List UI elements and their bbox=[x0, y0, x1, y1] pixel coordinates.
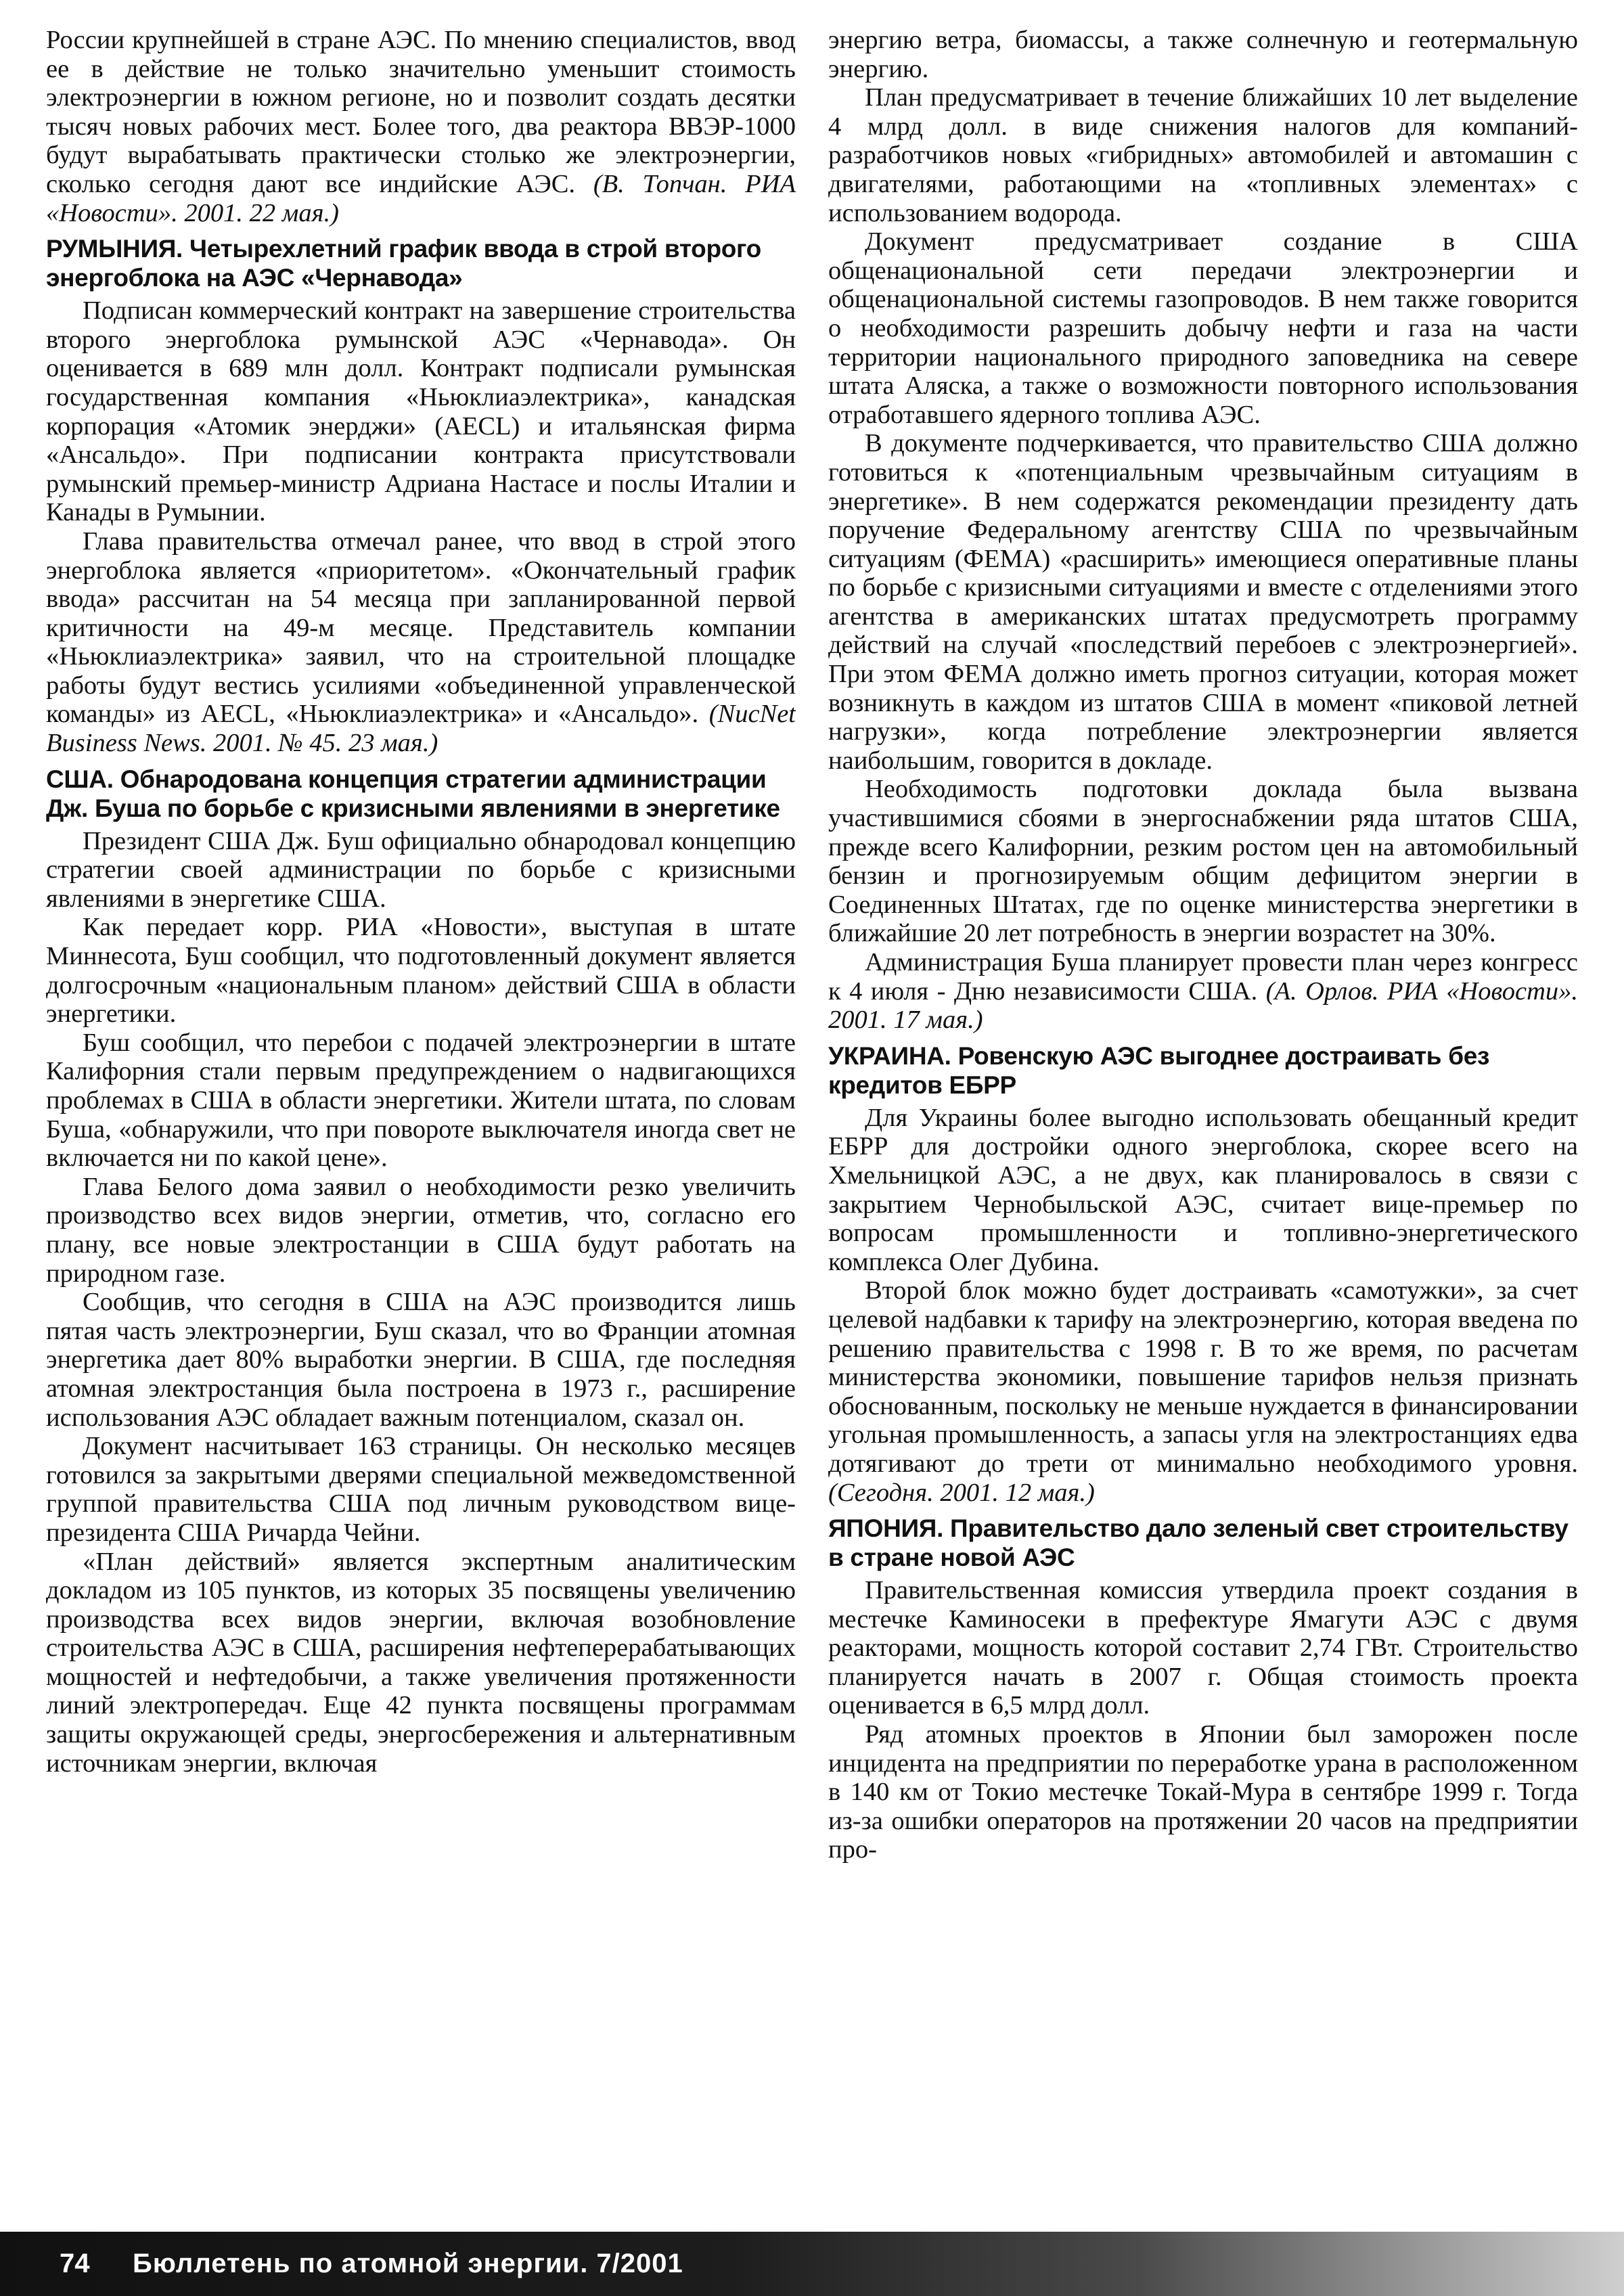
paragraph-text: Глава правительства отмечал ранее, что ввод в строй этого энергоблока является «приоритетом». «Окончательный график ввода» рассчитан на 54 месяца при запланированной первой критичности на 49-м месяце. Представитель компании «Ньюклиаэлектрика» заявил, что на строительной площадке работы будут вестись усилиями «объединенной управленческой команды» из AECL, «Ньюклиаэлектрика» и «Ансальдо». bbox=[46, 526, 796, 729]
journal-page bbox=[46, 26, 1578, 2218]
article-heading-japan: ЯПОНИЯ. Правительство дало зеленый свет строительству в стране новой АЭС bbox=[828, 1514, 1569, 1572]
paragraph: Правительственная комиссия утвердила проект создания в местечке Каминосеки в префектуре Ямагути АЭС с двумя реакторами, мощность которой составит 2,74 ГВт. Строительство планируется начать в 2007 г. Общая стоимость проекта оценивается в 6,5 млрд долл. bbox=[828, 1576, 1578, 1720]
page-footer bbox=[0, 2232, 1624, 2296]
right-column bbox=[828, 26, 1578, 2218]
page-number: 74 bbox=[60, 2249, 90, 2278]
paragraph: Документ насчитывает 163 страницы. Он несколько месяцев готовился за закрытыми дверями специальной межведомственной группой правительства США под личным руководством вице-президента США Ричарда Чейни. bbox=[46, 1432, 796, 1547]
paragraph-text: России крупнейшей в стране АЭС. По мнению специалистов, ввод ее в действие не только значительно уменьшит стоимость электроэнергии в южном регионе, но и позволит создать десятки тысяч новых рабочих мест. Более того, два реактора ВВЭР-1000 будут вырабатывать практически столько же электроэнергии, сколько сегодня дают все индийские АЭС. bbox=[46, 26, 796, 198]
paragraph: энергию ветра, биомассы, а также солнечную и геотермальную энергию. bbox=[828, 26, 1578, 83]
paragraph: В документе подчеркивается, что правительство США должно готовиться к «потенциальным чрезвычайным ситуациям в энергетике». В нем содержатся рекомендации президенту дать поручение Федеральному агентству США по чрезвычайным ситуациям (ФЕМА) «расширить» имеющиеся оперативные планы по борьбе с кризисными ситуациями и вместе с отделениями этого агентства в американских штатах предусмотреть программу действий на случай «последствий перебоев с электроэнергией». При этом ФЕМА должно иметь прогноз ситуации, которая может возникнуть в каждом из штатов США в момент «пиковой летней нагрузки», когда потребление электроэнергии является наибольшим, говорится в докладе. bbox=[828, 429, 1578, 775]
source-citation: (В. Топчан. РИА «Новости». 2001. 22 мая.) bbox=[46, 169, 796, 227]
left-column bbox=[46, 26, 796, 2218]
paragraph: Для Украины более выгодно использовать обещанный кредит ЕБРР для достройки одного энергоблока, скорее всего на Хмельницкой АЭС, а не двух, как планировалось в связи с закрытием Чернобыльской АЭС, считает вице-премьер по вопросам промышленности и топливно-энергетического комплекса Олег Дубина. bbox=[828, 1103, 1578, 1276]
paragraph bbox=[828, 1276, 1578, 1507]
paragraph: Документ предусматривает создание в США общенациональной сети передачи электроэнергии и общенациональной системы газопроводов. В нем также говорится о необходимости разрешить добычу нефти и газа на части территории национального природного заповедника на севере штата Аляска, а также о возможности повторного использования отработавшего ядерного топлива АЭС. bbox=[828, 227, 1578, 429]
india-article-ending bbox=[46, 26, 796, 227]
paragraph: Подписан коммерческий контракт на завершение строительства второго энергоблока румынской АЭС «Чернавода». Он оценивается в 689 млн долл. Контракт подписали румынская государственная компания «Ньюклиаэлектрика», канадская корпорация «Атомик энерджи» (AECL) и итальянская фирма «Ансальдо». При подписании контракта присутствовали румынский премьер-министр Адриана Настасе и послы Италии и Канады в Румынии. bbox=[46, 296, 796, 527]
paragraph-text: Администрация Буша планирует провести план через конгресс к 4 июля - Дню независимости США. bbox=[828, 948, 1578, 1006]
source-citation: (Сегодня. 2001. 12 мая.) bbox=[828, 1478, 1095, 1507]
paragraph: План предусматривает в течение ближайших 10 лет выделение 4 млрд долл. в виде снижения налогов для компаний-разработчиков новых «гибридных» автомобилей и автомашин с двигателями, работающими на «топливных элементах» с использованием водорода. bbox=[828, 83, 1578, 227]
paragraph: Как передает корр. РИА «Новости», выступая в штате Миннесота, Буш сообщил, что подготовленный документ является долгосрочным «национальным планом» действий США в области энергетики. bbox=[46, 913, 796, 1029]
article-heading-romania: РУМЫНИЯ. Четырехлетний график ввода в строй второго энергоблока на АЭС «Чернавода» bbox=[46, 235, 761, 292]
paragraph bbox=[828, 948, 1578, 1035]
paragraph: Глава Белого дома заявил о необходимости резко увеличить производство всех видов энергии, отметив, что, согласно его плану, все новые электростанции в США будут работать на природном газе. bbox=[46, 1172, 796, 1288]
article-heading-ukraine: УКРАИНА. Ровенскую АЭС выгоднее достраивать без кредитов ЕБРР bbox=[828, 1041, 1490, 1099]
article-heading-usa: США. Обнародована концепция стратегии администрации Дж. Буша по борьбе с кризисными явлениями в энергетике bbox=[46, 765, 780, 822]
source-citation: (А. Орлов. РИА «Новости». 2001. 17 мая.) bbox=[828, 976, 1578, 1035]
paragraph: Сообщив, что сегодня в США на АЭС производится лишь пятая часть электроэнергии, Буш сказал, что во Франции атомная энергетика дает 80% выработки энергии. В США, где последняя атомная электростанция была построена в 1973 г., расширение использования АЭС обладает важным потенциалом, сказал он. bbox=[46, 1288, 796, 1432]
paragraph bbox=[46, 527, 796, 758]
paragraph: Президент США Дж. Буш официально обнародовал концепцию стратегии своей администрации по борьбе с кризисными явлениями в энергетике США. bbox=[46, 826, 796, 913]
paragraph: Необходимость подготовки доклада была вызвана участившимися сбоями в энергоснабжении ряда штатов США, прежде всего Калифорнии, резким ростом цен на автомобильный бензин и прогнозируемым общим дефицитом энергии в Соединенных Штатах, где по оценке министерства энергетики в ближайшие 20 лет потребность в энергии возрастет на 30%. bbox=[828, 775, 1578, 948]
paragraph: «План действий» является экспертным аналитическим докладом из 105 пунктов, из которых 35 посвящены увеличению производства всех видов энергии, включая возобновление строительства АЭС в США, расширения нефтеперерабатывающих мощностей и нефтедобычи, а также увеличения протяженности линий электропередач. Еще 42 пункта посвящены программам защиты окружающей среды, энергосбережения и альтернативным источникам энергии, включая bbox=[46, 1547, 796, 1778]
source-citation: (NucNet Business News. 2001. № 45. 23 мая.) bbox=[46, 700, 796, 758]
publication-name: Бюллетень по атомной энергии. 7/2001 bbox=[133, 2249, 683, 2278]
paragraph: Ряд атомных проектов в Японии был заморожен после инцидента на предприятии по переработке урана в расположенном в 140 км от Токио местечке Токай-Мура в сентябре 1999 г. Тогда из-за ошибки операторов на протяжении 20 часов на предприятии про- bbox=[828, 1720, 1578, 1864]
paragraph-text: Второй блок можно будет достраивать «самотужки», за счет целевой надбавки к тарифу на электроэнергию, которая введена по решению правительства с 1998 г. В то же время, по расчетам министерства экономики, повышение тарифов нельзя признать обоснованным, поскольку не меньше нуждается в финансировании угольная промышленность, а запасы угля на электростанциях едва дотягивают до трети от минимально необходимого уровня. bbox=[828, 1276, 1578, 1478]
paragraph: Буш сообщил, что перебои с подачей электроэнергии в штате Калифорния стали первым предупреждением о надвигающихся проблемах в США в области энергетики. Жители штата, по словам Буша, «обнаружили, что при повороте выключателя иногда свет не включается ни по какой цене». bbox=[46, 1028, 796, 1173]
